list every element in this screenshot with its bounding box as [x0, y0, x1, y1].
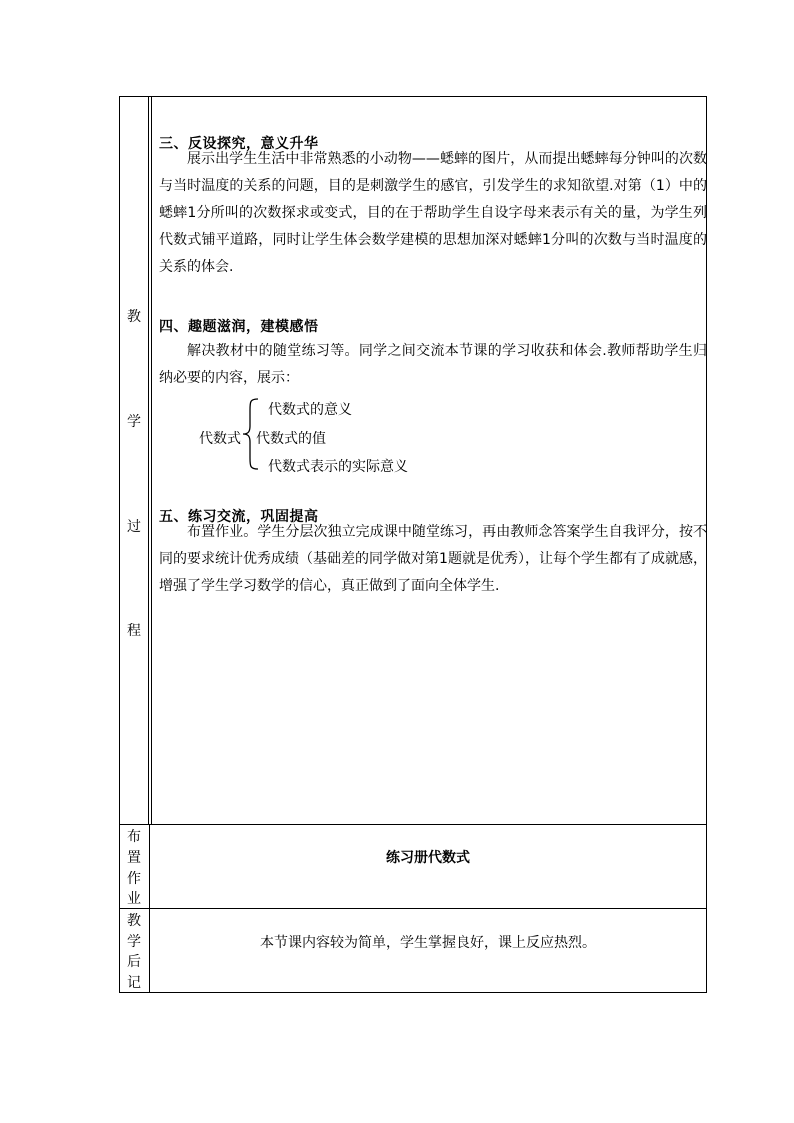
side-label-homework-2: 置: [127, 850, 141, 866]
section3-body: [159, 146, 707, 281]
homework-content: 练习册代数式: [386, 850, 470, 866]
column-divider-a: [148, 96, 149, 825]
table-bottom-border: [119, 992, 707, 993]
diagram-item-meaning: 代数式的意义: [268, 402, 352, 418]
section5-body: [159, 519, 707, 600]
section5-paragraph: 布置作业。学生分层次独立完成课中随堂练习，再由教师念答案学生自我评分，按不同的要求统计优秀成绩（基础差的同学做对第1题就是优秀），让每个学生都有了成就感，增强了学生学习数学的信心，真正做到了面向全体学生.: [159, 524, 707, 594]
section3-paragraph: 展示出学生生活中非常熟悉的小动物——蟋蟀的图片，从而提出蟋蟀每分钟叫的次数与当时温度的关系的问题，目的是刺激学生的感官，引发学生的求知欲望.对第（1）中的蟋蟀1分所叫的次数探求或变式，目的在于帮助学生自设字母来表示有关的量，为学生列代数式铺平道路，同时让学生体会数学建模的思想加深对蟋蟀1分叫的次数与当时温度的关系的体会.: [159, 151, 707, 275]
side-label-homework-4: 业: [127, 891, 141, 907]
diagram-item-practical: 代数式表示的实际意义: [268, 459, 408, 475]
diagram-root-label: 代数式: [199, 431, 241, 447]
side-label-process-3: 过: [127, 519, 141, 535]
section4-body: [159, 338, 707, 392]
side-label-reflection-4: 记: [127, 975, 141, 991]
table-left-border: [119, 96, 120, 993]
side-label-process-2: 学: [127, 414, 141, 430]
diagram-item-value: 代数式的值: [256, 431, 326, 447]
reflection-content: 本节课内容较为简单，学生掌握良好，课上反应热烈。: [260, 935, 596, 951]
side-label-homework-1: 布: [127, 829, 141, 845]
side-label-homework-3: 作: [127, 871, 141, 887]
section4-paragraph: 解决教材中的随堂练习等。同学之间交流本节课的学习收获和体会.教师帮助学生归纳必要的内容，展示：: [159, 343, 707, 386]
table-top-border: [119, 96, 707, 97]
section4-heading: 四、趣题滋润，建模感悟: [159, 319, 319, 335]
column-divider-b: [151, 96, 152, 825]
row-divider-process: [119, 824, 707, 825]
side-label-reflection-1: 教: [127, 913, 141, 929]
section5-heading: 五、练习交流，巩固提高: [159, 509, 319, 525]
side-label-process-4: 程: [127, 623, 141, 639]
side-label-process-1: 教: [127, 309, 141, 325]
side-label-reflection-3: 后: [127, 954, 141, 970]
row-divider-homework: [119, 908, 707, 909]
side-label-reflection-2: 学: [127, 934, 141, 950]
section3-heading: 三、反设探究，意义升华: [159, 136, 319, 152]
